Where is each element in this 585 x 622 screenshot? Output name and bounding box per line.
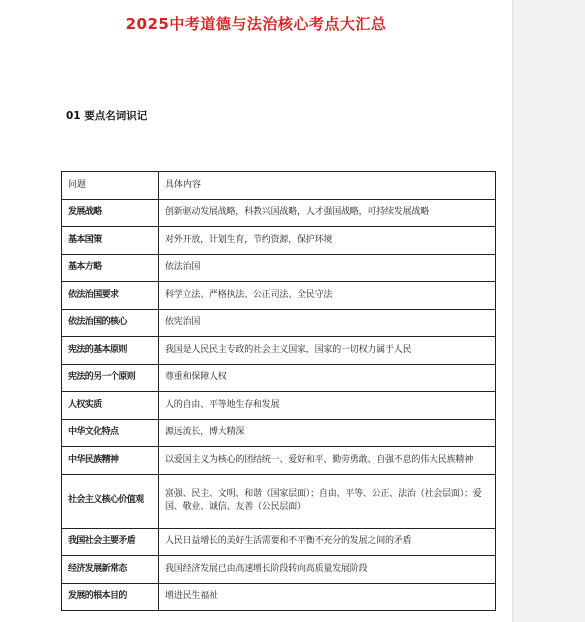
table-row xyxy=(62,474,496,528)
content-cell: 以爱国主义为核心的团结统一、爱好和平、勤劳勇敢、自强不息的伟大民族精神 xyxy=(159,447,496,475)
table-row xyxy=(62,528,496,556)
content-cell: 增进民生福祉 xyxy=(159,583,496,611)
term-cell: 中华文化特点 xyxy=(62,419,159,447)
table-row xyxy=(62,309,496,337)
content-cell: 依宪治国 xyxy=(159,309,496,337)
table-row xyxy=(62,254,496,282)
term-cell: 基本国策 xyxy=(62,227,159,255)
content-cell: 我国是人民民主专政的社会主义国家，国家的一切权力属于人民 xyxy=(159,337,496,365)
table-row xyxy=(62,364,496,392)
table-row xyxy=(62,583,496,611)
term-cell: 基本方略 xyxy=(62,254,159,282)
table-row xyxy=(62,227,496,255)
section-heading: 01 要点名词识记 xyxy=(66,110,148,122)
table-row xyxy=(62,199,496,227)
content-cell: 富强、民主、文明、和谐（国家层面）；自由、平等、公正、法治（社会层面）；爱国、敬业、诚信、友善（公民层面） xyxy=(159,474,496,528)
content-cell: 人的自由、平等地生存和发展 xyxy=(159,392,496,420)
concepts-table xyxy=(61,171,496,611)
content-cell: 依法治国 xyxy=(159,254,496,282)
term-cell: 中华民族精神 xyxy=(62,447,159,475)
content-cell: 科学立法、严格执法、公正司法、全民守法 xyxy=(159,282,496,310)
table-row xyxy=(62,419,496,447)
term-cell: 人权实质 xyxy=(62,392,159,420)
table-header-cell: 具体内容 xyxy=(159,172,496,200)
table-row xyxy=(62,337,496,365)
term-cell: 经济发展新常态 xyxy=(62,556,159,584)
content-cell: 人民日益增长的美好生活需要和不平衡不充分的发展之间的矛盾 xyxy=(159,528,496,556)
content-cell: 源远流长，博大精深 xyxy=(159,419,496,447)
term-cell: 依法治国的核心 xyxy=(62,309,159,337)
term-cell: 依法治国要求 xyxy=(62,282,159,310)
document-title: 2025中考道德与法治核心考点大汇总 xyxy=(125,15,387,33)
content-cell: 创新驱动发展战略，科教兴国战略，人才强国战略，可持续发展战略 xyxy=(159,199,496,227)
term-cell: 宪法的基本原则 xyxy=(62,337,159,365)
content-cell: 我国经济发展已由高速增长阶段转向高质量发展阶段 xyxy=(159,556,496,584)
table-row xyxy=(62,392,496,420)
viewer-side-panel xyxy=(512,0,585,622)
table-header-row xyxy=(62,172,496,200)
table-row xyxy=(62,556,496,584)
term-cell: 发展的根本目的 xyxy=(62,583,159,611)
table-row xyxy=(62,447,496,475)
content-cell: 对外开放，计划生育，节约资源，保护环境 xyxy=(159,227,496,255)
table-row xyxy=(62,282,496,310)
term-cell: 社会主义核心价值观 xyxy=(62,474,159,528)
table-header-cell: 问题 xyxy=(62,172,159,200)
term-cell: 我国社会主要矛盾 xyxy=(62,528,159,556)
term-cell: 宪法的另一个原则 xyxy=(62,364,159,392)
content-cell: 尊重和保障人权 xyxy=(159,364,496,392)
term-cell: 发展战略 xyxy=(62,199,159,227)
